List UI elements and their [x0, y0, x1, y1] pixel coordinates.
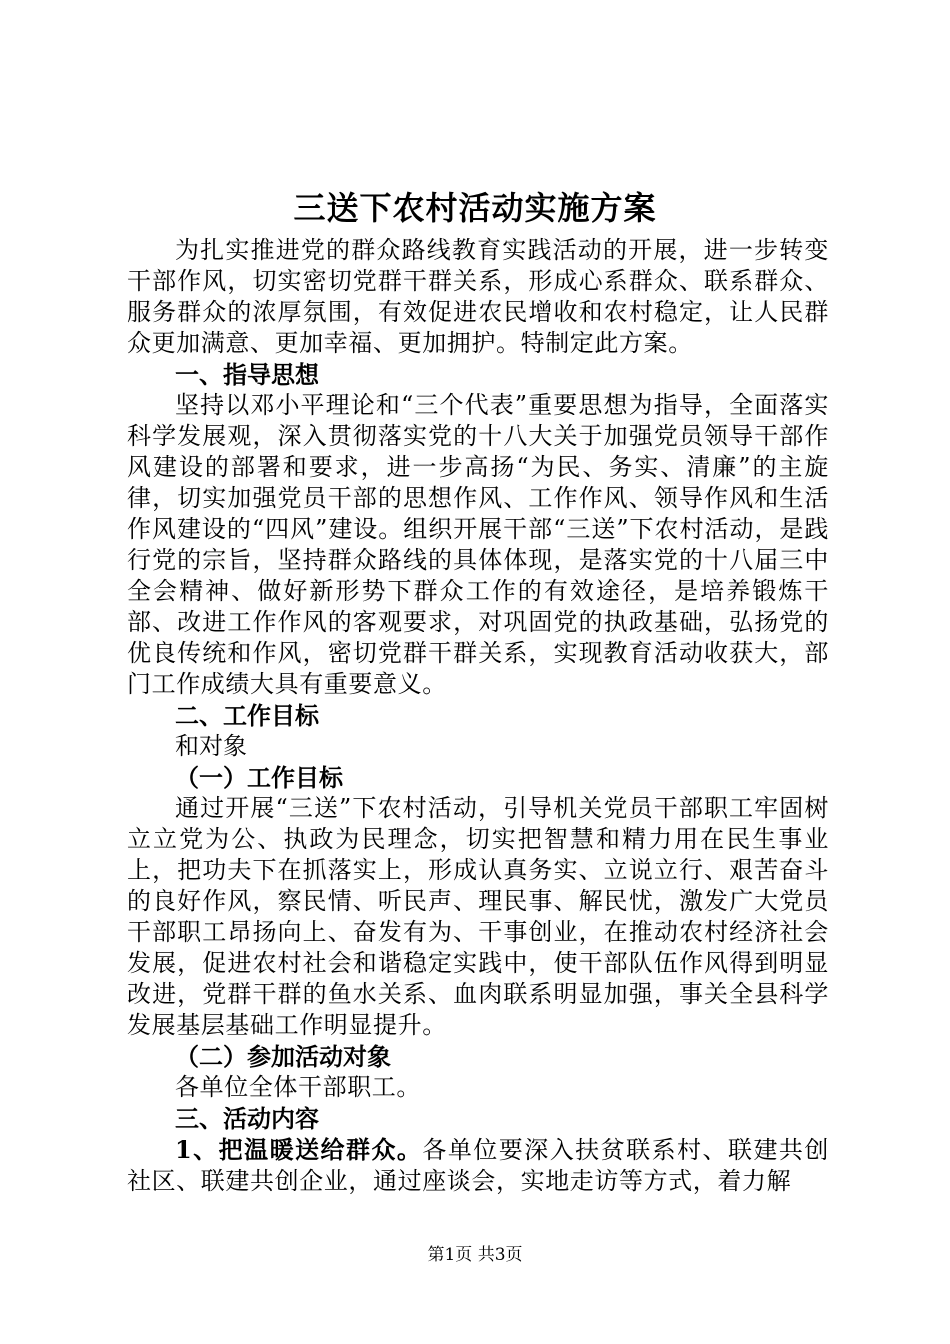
document-body [127, 235, 829, 1197]
document-title: 三送下农村活动实施方案 [293, 189, 657, 227]
intro-paragraph: 为扎实推进党的群众路线教育实践活动的开展，进一步转变干部作风，切实密切党群干群关系，形成心系群众、联系群众、服务群众的浓厚氛围，有效促进农民增收和农村稳定，让人民群众更加满意、更加幸福、更加拥护。特制定此方案。 [127, 236, 829, 357]
section2-heading: 二、工作目标 [175, 701, 319, 730]
section3-item1-text: 各单位要深入扶贫联系村、联建共创社区、联建共创企业，通过座谈会，实地走访等方式，着力解 [127, 1136, 829, 1195]
section2-sub2-paragraph: 各单位全体干部职工。 [175, 1073, 421, 1101]
section2-sub2-heading: （二）参加活动对象 [175, 1042, 391, 1071]
section3-heading: 三、活动内容 [175, 1104, 319, 1133]
section2-subline: 和对象 [175, 732, 247, 760]
section2-sub1-paragraph: 通过开展“三送”下农村活动，引导机关党员干部职工牢固树立立党为公、执政为民理念，切实把智慧和精力用在民生事业上，把功夫下在抓落实上，形成认真务实、立说立行、艰苦奋斗的良好作风，察民情、听民声、理民事、解民忧，激发广大党员干部职工昂扬向上、奋发有为、干事创业，在推动农村经济社会发展，促进农村社会和谐稳定实践中，使干部队伍作风得到明显改进，党群干群的鱼水关系、血肉联系明显加强，事关全县科学发展基层基础工作明显提升。 [127, 794, 829, 1039]
section3-item1-paragraph [127, 1134, 829, 1197]
section1-heading: 一、指导思想 [175, 360, 319, 389]
section1-paragraph: 坚持以邓小平理论和“三个代表”重要思想为指导，全面落实科学发展观，深入贯彻落实党的十八大关于加强党员领导干部作风建设的部署和要求，进一步高扬“为民、务实、清廉”的主旋律，切实加强党员干部的思想作风、工作作风、领导作风和生活作风建设的“四风”建设。组织开展干部“三送”下农村活动，是践行党的宗旨，坚持群众路线的具体体现，是落实党的十八届三中全会精神、做好新形势下群众工作的有效途径，是培养锻炼干部、改进工作作风的客观要求，对巩固党的执政基础，弘扬党的优良传统和作风，密切党群干群关系，实现教育活动收获大，部门工作成绩大具有重要意义。 [127, 391, 829, 698]
page-footer: 第1页 共3页 [427, 1245, 523, 1265]
section3-item1-lead: 1、把温暖送给群众。 [175, 1135, 423, 1164]
section2-sub1-heading: （一）工作目标 [175, 763, 343, 792]
